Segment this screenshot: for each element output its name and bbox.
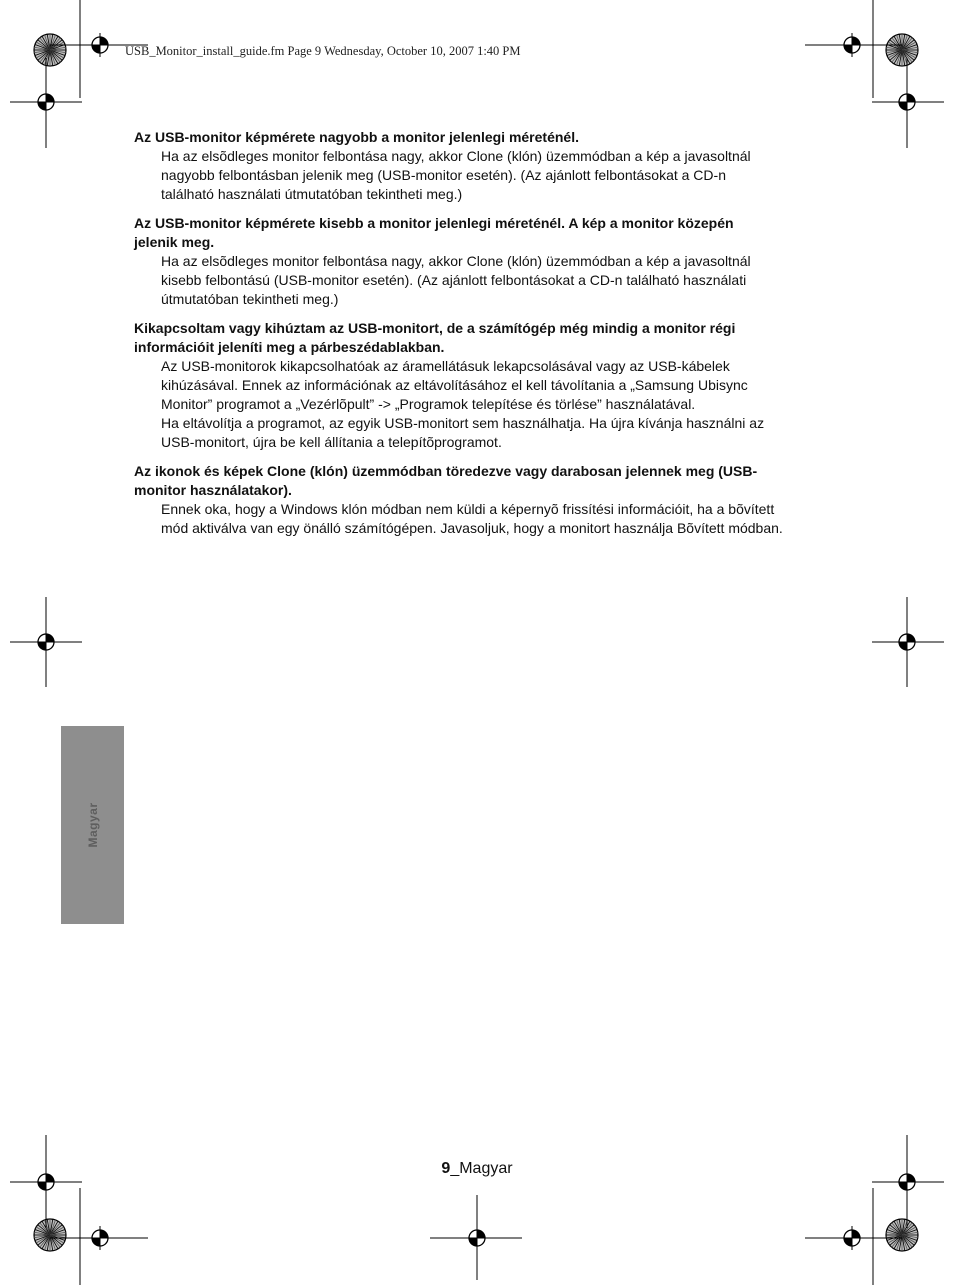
answer-line: nagyobb felbontásban jelenik meg (USB-monitor esetén). (Az ajánlott felbontásokat a CD-n [161,167,726,183]
faq-content [134,128,834,548]
faq-item-2 [134,214,834,309]
faq-question-1: Az USB-monitor képmérete nagyobb a monitor jelenlegi méreténél. [134,129,579,145]
faq-item-4 [134,462,834,538]
faq-answer-2 [161,252,834,309]
answer-line: kihúzásával. Ennek az információnak az eltávolításához el kell távolítania a „Samsung Ubisync [161,377,748,393]
faq-answer-4 [161,500,834,538]
answer-line: Ennek oka, hogy a Windows klón módban nem küldi a képernyõ frissítési információit, ha a bõvített [161,501,775,517]
page-number: 9 [441,1160,451,1177]
faq-question-4: Az ikonok és képek Clone (klón) üzemmódban töredezve vagy darabosan jelennek meg (USB- monitor használatakor). [134,463,758,498]
footer-language: _Magyar [450,1160,513,1177]
answer-line: kisebb felbontású (USB-monitor esetén). (Az ajánlott felbontásokat a CD-n található használati [161,272,747,288]
answer-line: Ha eltávolítja a programot, az egyik USB-monitort sem használhatja. Ha újra kívánja használni az [161,415,765,431]
answer-line: USB-monitort, újra be kell állítania a telepítõprogramot. [161,434,502,450]
answer-line: Az USB-monitorok kikapcsolhatóak az áramellátásuk lekapcsolásával vagy az USB-kábelek [161,358,730,374]
faq-item-1 [134,128,834,204]
answer-line: található használati útmutatóban tekintheti meg.) [161,186,463,202]
faq-item-3 [134,319,834,452]
faq-answer-1 [161,147,834,204]
answer-line: Ha az elsõdleges monitor felbontása nagy, akkor Clone (klón) üzemmódban a kép a javasoltnál [161,253,751,269]
language-side-tab [61,726,124,924]
answer-line: Monitor” programot a „Vezérlõpult” -> „Programok telepítése és törlése” használatával. [161,396,696,412]
registration-starburst-bottom-right [886,1219,918,1251]
registration-starburst-top-right [886,34,918,66]
registration-starburst-top-left [34,34,66,66]
faq-question-2: Az USB-monitor képmérete kisebb a monitor jelenlegi méreténél. A kép a monitor közepén jelenik meg. [134,215,734,250]
answer-line: mód aktiválva van egy önálló számítógépen. Javasoljuk, hogy a monitort használja Bõvített módban. [161,520,783,536]
registration-starburst-bottom-left [34,1219,66,1251]
faq-question-3: Kikapcsoltam vagy kihúztam az USB-monitort, de a számítógép még mindig a monitor régi információit jeleníti meg a párbeszédablakban. [134,320,736,355]
answer-line: Ha az elsõdleges monitor felbontása nagy, akkor Clone (klón) üzemmódban a kép a javasoltnál [161,148,751,164]
faq-answer-3 [161,357,834,452]
page-footer [0,1160,954,1178]
print-header-file-info: USB_Monitor_install_guide.fm Page 9 Wednesday, October 10, 2007 1:40 PM [125,44,521,58]
answer-line: útmutatóban tekintheti meg.) [161,291,339,307]
language-side-tab-label: Magyar [85,802,100,848]
